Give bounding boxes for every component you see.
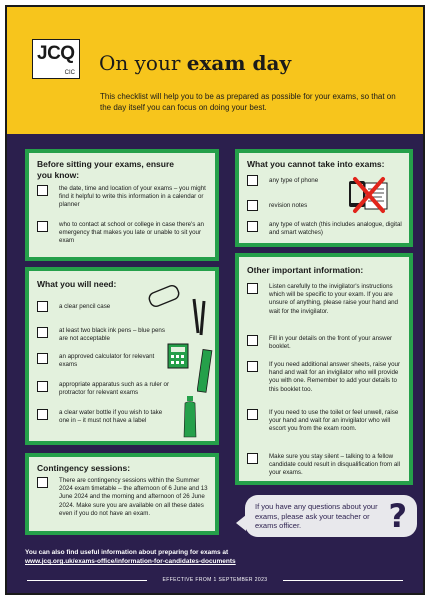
checkbox[interactable] (37, 477, 48, 488)
item-text: the date, time and location of your exams – you might find it helpful to write this information in a calendar or planner (59, 185, 206, 209)
item-text: If you need to use the toilet or feel unwell, raise your hand and wait for an invigilator who will escort you from the exam room. (269, 409, 399, 433)
logo-text: JCQ (37, 43, 75, 64)
pencil-case-icon (145, 281, 185, 311)
footer-line: You can also find useful information about preparing for exams at (25, 549, 229, 556)
pens-icon (189, 297, 211, 337)
list-item (37, 477, 209, 533)
item-text: revision notes (269, 202, 308, 209)
need-card (25, 267, 219, 445)
item-text: Listen carefully to the invigilator's instructions which will be specific to your exam. If you are unsure of anything, please raise your hand and wait for the invigilator. (269, 283, 398, 315)
contingency-title: Contingency sessions: (37, 463, 131, 473)
item-text: Fill in your details on the front of your answer booklet. (269, 335, 393, 351)
checkbox[interactable] (37, 301, 48, 312)
exam-day-poster (5, 5, 425, 595)
footer-text (25, 548, 236, 566)
checkbox[interactable] (247, 335, 258, 346)
calculator-icon (167, 343, 189, 369)
list-item (37, 185, 209, 215)
item-text: If you need additional answer sheets, raise your hand and wait for an invigilator who will provide you with one. Remember to add your details to this booklet too. (269, 361, 401, 393)
jcq-logo (32, 39, 80, 79)
list-item (247, 283, 403, 323)
cannot-card (235, 149, 413, 247)
list-item (247, 453, 403, 479)
checkbox[interactable] (37, 409, 48, 420)
item-text: who to contact at school or college in case there's an emergency that makes you late or unable to sit your exam (59, 221, 204, 245)
other-card (235, 253, 413, 485)
list-item (37, 221, 209, 251)
page-title (99, 51, 291, 75)
cannot-title: What you cannot take into exams: (247, 159, 385, 169)
footer-link[interactable]: www.jcq.org.uk/exams-office/information-for-candidates-documents (25, 558, 236, 565)
bubble-tail (236, 515, 246, 531)
item-text: There are contingency sessions within the Summer 2024 exam timetable – the afternoon of 6 June and 13 June 2024 and the morning and afternoon of 26 June 2024. Make sure you are available on all these dates even if you do not have an exam. (59, 477, 208, 517)
before-title: Before sitting your exams, ensure you know: (37, 159, 174, 180)
checkbox[interactable] (247, 221, 258, 232)
need-title: What you will need: (37, 279, 117, 289)
logo-sub: CIC (64, 70, 75, 76)
checkbox[interactable] (37, 327, 48, 338)
item-text: a clear water bottle if you wish to take one in – it must not have a label (59, 409, 163, 425)
list-item (247, 361, 403, 401)
list-item (247, 221, 403, 241)
checkbox[interactable] (247, 175, 258, 186)
before-card (25, 149, 219, 261)
checkbox[interactable] (247, 409, 258, 420)
other-title: Other important information: (247, 265, 364, 275)
item-text: an approved calculator for relevant exams (59, 353, 155, 369)
water-bottle-icon (181, 395, 199, 439)
title-bold: exam day (186, 51, 292, 75)
effective-date: EFFECTIVE FROM 1 SEPTEMBER 2023 (162, 577, 268, 583)
list-item (247, 335, 403, 353)
bubble-text: If you have any questions about your exams, please ask your teacher or exams officer. (255, 502, 378, 530)
header (7, 7, 423, 134)
title-prefix: On your (99, 51, 187, 75)
checkbox[interactable] (37, 185, 48, 196)
item-text: a clear pencil case (59, 303, 111, 310)
checkbox[interactable] (247, 453, 258, 464)
checkbox[interactable] (37, 353, 48, 364)
question-mark-icon: ? (388, 497, 407, 535)
item-text: appropriate apparatus such as a ruler or protractor for relevant exams (59, 381, 170, 397)
intro-text: This checklist will help you to be as prepared as possible for your exams, so that on the day itself you can focus on doing your best. (100, 92, 396, 112)
phone-notes-crossed-icon (345, 175, 397, 215)
checkbox[interactable] (247, 283, 258, 294)
ruler-icon (197, 349, 213, 393)
list-item (247, 409, 403, 443)
question-bubble (245, 495, 417, 537)
item-text: at least two black ink pens – blue pens are not acceptable (59, 327, 165, 343)
item-text: any type of phone (269, 177, 319, 184)
checkbox[interactable] (37, 381, 48, 392)
item-text: Make sure you stay silent – talking to a fellow candidate could result in disqualification from all your exams. (269, 453, 401, 477)
contingency-card (25, 453, 219, 535)
item-text: any type of watch (this includes analogue, digital and smart watches) (269, 221, 402, 237)
checkbox[interactable] (247, 200, 258, 211)
checkbox[interactable] (37, 221, 48, 232)
checkbox[interactable] (247, 361, 258, 372)
